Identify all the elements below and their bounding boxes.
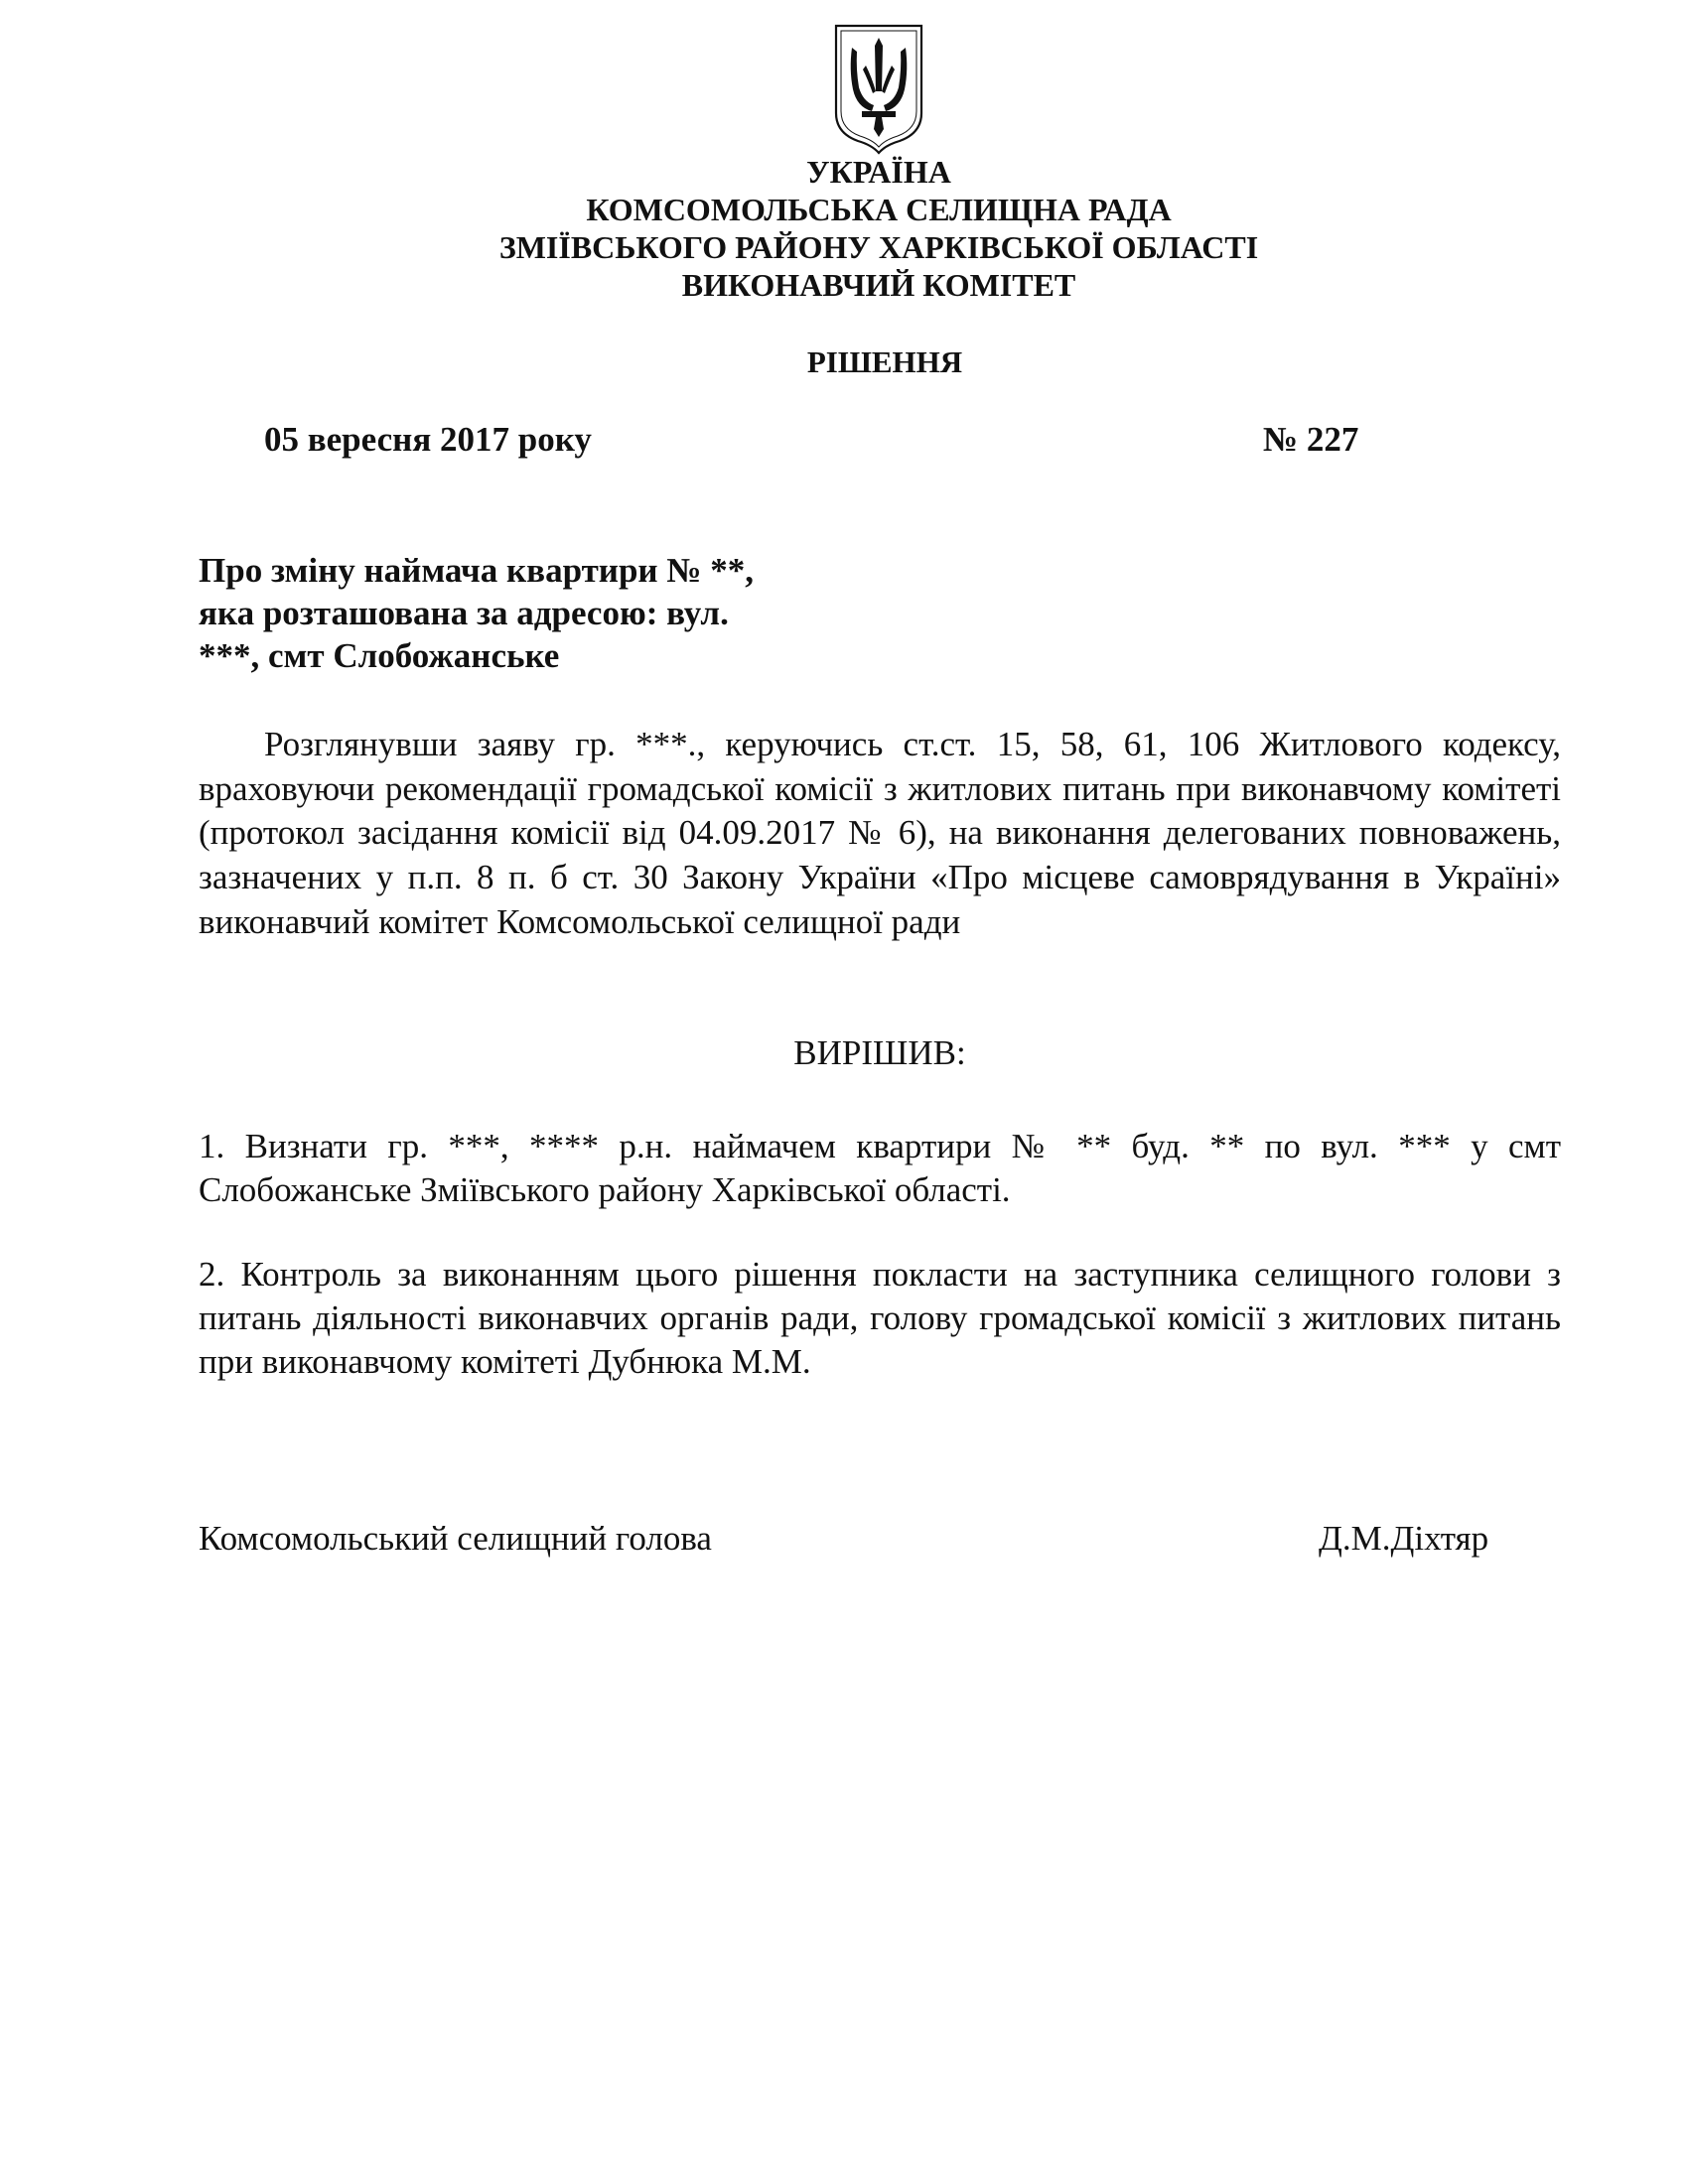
tryzub-coat-of-arms-icon bbox=[832, 22, 925, 155]
decision-heading: ВИРІШИВ: bbox=[793, 1033, 966, 1072]
document-date: 05 вересня 2017 року bbox=[264, 420, 592, 459]
document-subject bbox=[199, 549, 754, 677]
subject-line: Про зміну наймача квартири № **, bbox=[199, 551, 754, 590]
header-committee: ВИКОНАВЧИЙ КОМІТЕТ bbox=[681, 267, 1076, 303]
signatory-role: Комсомольський селищний голова bbox=[199, 1519, 712, 1558]
header-district: ЗМІЇВСЬКОГО РАЙОНУ ХАРКІВСЬКОЇ ОБЛАСТІ bbox=[498, 229, 1259, 265]
header-country: УКРАЇНА bbox=[806, 154, 951, 190]
subject-line: ***, смт Слобожанське bbox=[199, 636, 560, 675]
header-council: КОМСОМОЛЬСЬКА СЕЛИЩНА РАДА bbox=[586, 192, 1172, 227]
preamble-paragraph: Розглянувши заяву гр. ***., керуючись ст.ст. 15, 58, 61, 106 Житлового кодексу, враховуючи рекомендації громадської комісії з житлових питань при виконавчому комітеті (протокол засідання комісії від 04.09.2017 № 6), на виконання делегованих повноважень, зазначених у п.п. 8 п. б ст. 30 Закону України «Про місцеве самоврядування в Україні» виконавчий комітет Комсомольської селищної ради bbox=[199, 725, 1561, 941]
signatory-name: Д.М.Діхтяр bbox=[1319, 1519, 1489, 1558]
document-type: РІШЕННЯ bbox=[806, 344, 963, 379]
issuer-header bbox=[0, 153, 1688, 304]
document-number: № 227 bbox=[1263, 420, 1359, 459]
decision-item-2: 2. Контроль за виконанням цього рішення покласти на заступника селищного голови з питань діяльності виконавчих органів ради, голову громадської комісії з житлових питань при виконавчому комітеті Дубнюка М.М. bbox=[199, 1255, 1561, 1381]
subject-line: яка розташована за адресою: вул. bbox=[199, 594, 729, 632]
decision-item-1: 1. Визнати гр. ***, **** р.н. наймачем квартири № ** буд. ** по вул. *** у смт Слобожанське Зміївського району Харківської області. bbox=[199, 1127, 1561, 1209]
